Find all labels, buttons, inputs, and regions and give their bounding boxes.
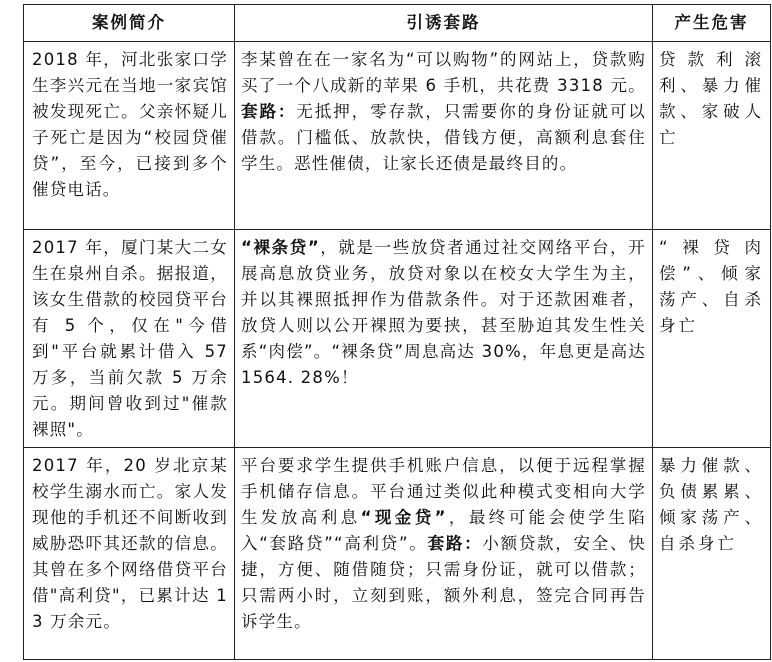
method-cell <box>235 448 653 660</box>
method-text: 无抵押，零存款，只需要你的身份证就可以借款。门槛低、放款快，借钱方便，高额利息套住学生。恶性催债，让家长还债是最终目的。 <box>241 102 646 173</box>
method-cell <box>235 42 653 230</box>
method-cell <box>235 230 653 448</box>
harm-cell: 贷款利滚利、暴力催款、家破人亡 <box>653 42 771 230</box>
method-text: ，就是一些放贷者通过社交网络平台，开展高息放贷业务，放贷对象以在校女大学生为主，并以其裸照抵押作为借款条件。对于还款困难者，放贷人则以公开裸照为要挟，甚至胁迫其发生性关系“肉偿”。“裸条贷”周息高达 30%，年息更是高达 1564. 28%！ <box>241 238 646 387</box>
table-row <box>24 448 771 660</box>
method-text: 小额贷款，安全、快捷，方便、随借随贷；只需身份证，就可以借款；只需两小时，立刻到账，额外利息，签完合同再告诉学生。 <box>241 534 646 631</box>
method-highlight: “裸条贷” <box>241 238 320 257</box>
method-highlight: 套路： <box>241 102 297 121</box>
case-cell: 2018 年，河北张家口学生李兴元在当地一家宾馆被发现死亡。父亲怀疑儿子死亡是因为“校园贷催贷”，至今，已接到多个催贷电话。 <box>24 42 235 230</box>
loan-cases-table <box>23 4 771 660</box>
method-highlight: “现金贷” <box>360 508 447 527</box>
case-cell: 2017 年，厦门某大二女生在泉州自杀。据报道，该女生借款的校园贷平台有 5 个，仅在"今借到"平台就累计借入 57 万多，当前欠款 5 万余元。期间曾收到过"催款裸照"。 <box>24 230 235 448</box>
harm-cell: “裸贷肉偿”、倾家荡产、自杀身亡 <box>653 230 771 448</box>
harm-cell: 暴力催款、负债累累、倾家荡产、自杀身亡 <box>653 448 771 660</box>
method-text: 平台要求学生提供手机账户信息，以便于远程掌握手机储存信息。平台通过类似此种模式变相向大学生发放高利息 <box>241 456 646 527</box>
table-row <box>24 42 771 230</box>
header-case: 案例简介 <box>24 5 235 42</box>
method-text: 李某曾在在一家名为“可以购物”的网站上，贷款购买了一个八成新的苹果 6 手机，共花费 3318 元。 <box>241 50 646 95</box>
header-row <box>24 5 771 42</box>
method-highlight: 套路： <box>427 534 483 553</box>
header-harm: 产生危害 <box>653 5 771 42</box>
header-method: 引诱套路 <box>235 5 653 42</box>
case-cell: 2017 年，20 岁北京某校学生溺水而亡。家人发现他的手机还不间断收到威胁恐吓其还款的信息。其曾在多个网络借贷平台借"高利贷"，已累计达 13 万余元。 <box>24 448 235 660</box>
table-row <box>24 230 771 448</box>
method-text: ，最终可能会使学生陷入“套路贷”“高利贷”。 <box>241 508 646 553</box>
